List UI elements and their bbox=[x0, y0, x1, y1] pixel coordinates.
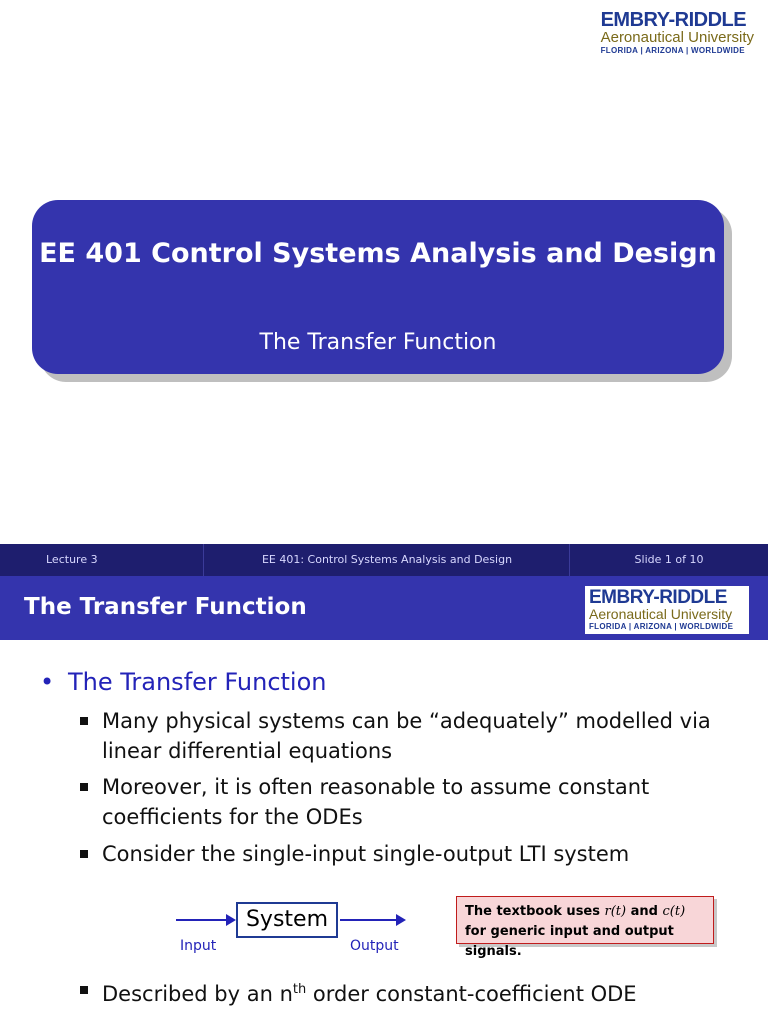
logo-campuses: FLORIDA | ARIZONA | WORLDWIDE bbox=[600, 46, 745, 55]
ode-superscript: th bbox=[292, 982, 307, 997]
ode-text-after: order constant-coefficient ODE bbox=[306, 982, 637, 1006]
logo-wordmark: EMBRY-RIDDLE bbox=[600, 9, 747, 31]
square-bullet-icon bbox=[80, 986, 88, 994]
output-arrow-head-icon bbox=[396, 914, 406, 926]
logo-subtitle: Aeronautical University bbox=[600, 29, 754, 46]
square-bullet-icon bbox=[80, 850, 88, 858]
logo-subtitle: Aeronautical University bbox=[589, 606, 733, 622]
input-arrow-head-icon bbox=[226, 914, 236, 926]
note-output-signal: c(t) bbox=[662, 904, 686, 919]
input-label: Input bbox=[180, 938, 217, 954]
sub-bullet-text: Moreover, it is often reasonable to assume constant coefficients for the ODEs bbox=[102, 775, 650, 829]
sub-bullet-text: Many physical systems can be “adequately” modelled via linear differential equations bbox=[102, 709, 711, 763]
textbook-note bbox=[456, 896, 714, 959]
logo-campuses: FLORIDA | ARIZONA | WORLDWIDE bbox=[589, 622, 734, 631]
square-bullet-icon bbox=[80, 717, 88, 725]
sub-bullet-text: Consider the single-input single-output LTI system bbox=[102, 842, 630, 866]
ode-text-before: Described by an n bbox=[102, 982, 293, 1006]
system-block: System bbox=[236, 902, 338, 938]
main-bullet-text: The Transfer Function bbox=[68, 668, 327, 696]
lecture-label: Lecture 3 bbox=[0, 544, 204, 576]
note-text-3: for generic input and output signals. bbox=[465, 924, 674, 959]
system-block-diagram bbox=[170, 898, 410, 958]
title-card bbox=[32, 200, 724, 374]
bullet-dot-icon: • bbox=[40, 668, 55, 696]
note-text-2: and bbox=[626, 904, 663, 919]
slide-logo bbox=[585, 586, 749, 634]
square-bullet-icon bbox=[80, 783, 88, 791]
lecture-subtitle: The Transfer Function bbox=[259, 330, 497, 355]
input-arrow-line bbox=[176, 919, 228, 921]
course-title: EE 401 Control Systems Analysis and Design bbox=[39, 238, 717, 269]
slide-number: Slide 1 of 10 bbox=[634, 553, 704, 566]
slide-title: The Transfer Function bbox=[24, 594, 307, 620]
sub-bullet-text bbox=[102, 975, 722, 1009]
output-arrow-line bbox=[340, 919, 398, 921]
content-slide bbox=[0, 544, 768, 1024]
note-input-signal: r(t) bbox=[604, 904, 627, 919]
output-label: Output bbox=[350, 938, 399, 954]
course-label: EE 401: Control Systems Analysis and Design bbox=[205, 544, 570, 576]
logo-wordmark: EMBRY-RIDDLE bbox=[589, 587, 727, 608]
university-logo bbox=[601, 10, 754, 56]
note-text-1: The textbook uses bbox=[465, 904, 605, 919]
slide-header-bar bbox=[0, 544, 768, 576]
